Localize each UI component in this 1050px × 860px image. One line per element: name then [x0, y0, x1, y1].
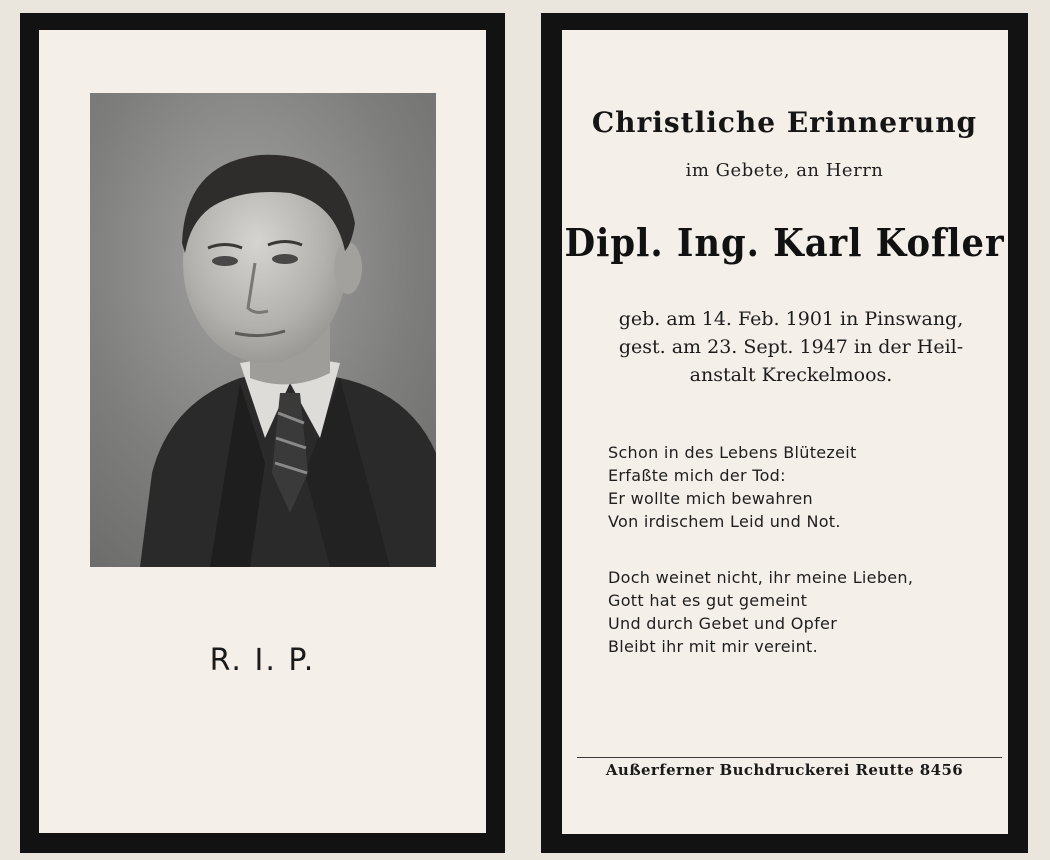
printer-credit: Außerferner Buchdruckerei Reutte 8456 — [605, 761, 964, 779]
verse-stanza-1 — [608, 441, 857, 533]
deceased-name: Dipl. Ing. Karl Kofler — [564, 220, 1005, 265]
verse-line: Und durch Gebet und Opfer — [608, 614, 838, 633]
memorial-card-right — [541, 13, 1028, 853]
card-subtitle: im Gebete, an Herrn — [685, 160, 884, 181]
verse-line: Gott hat es gut gemeint — [608, 591, 808, 610]
memorial-card-left — [20, 13, 505, 853]
card-title: Christliche Erinnerung — [591, 106, 978, 139]
divider-line — [577, 757, 1002, 758]
verse-line: Doch weinet nicht, ihr meine Lieben, — [608, 568, 914, 587]
life-line: gest. am 23. Sept. 1947 in der Heil- — [618, 336, 964, 358]
rip-text: R. I. P. — [209, 643, 316, 678]
verse-line: Schon in des Lebens Blütezeit — [608, 443, 857, 462]
verse-line: Erfaßte mich der Tod: — [608, 466, 786, 485]
life-line: geb. am 14. Feb. 1901 in Pinswang, — [618, 308, 964, 330]
life-dates — [591, 305, 991, 389]
verse-stanza-2 — [608, 566, 913, 658]
life-line: anstalt Kreckelmoos. — [689, 364, 893, 386]
portrait-photo — [90, 93, 436, 567]
verse-line: Bleibt ihr mit mir vereint. — [608, 637, 818, 656]
verse-line: Von irdischem Leid und Not. — [608, 512, 841, 531]
verse-line: Er wollte mich bewahren — [608, 489, 813, 508]
